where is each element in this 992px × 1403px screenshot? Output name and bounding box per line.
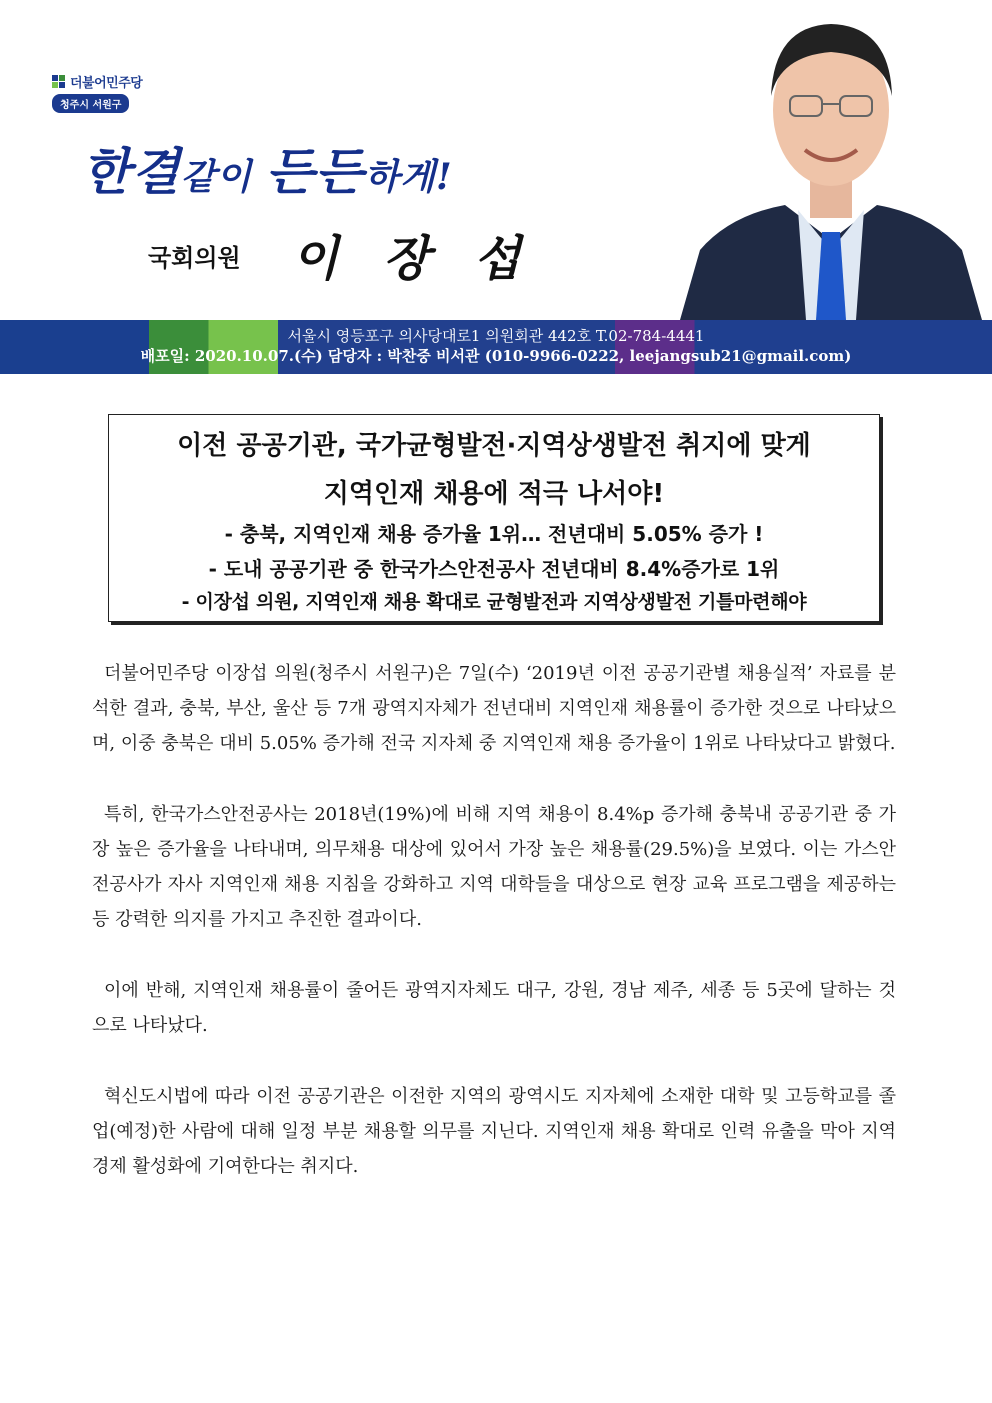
paragraph-2: 특히, 한국가스안전공사는 2018년(19%)에 비해 지역 채용이 8.4%p 증가해 충북내 공공기관 중 가장 높은 증가율을 나타내며, 의무채용 대상에 있어서 가장 높은 채용률(29.5%)을 보였다. 이는 가스안전공사가 자사 지역인재 채용 지침을 강화하고 지역 대학들을 대상으로 현장 교육 프로그램을 제공하는 등 강력한 의지를 가지고 추진한 결과이다. [92, 804, 896, 930]
release-info: 배포일: 2020.10.07.(수) 담당자 : 박찬중 비서관 (010-9966-0222, leejangsub21@gmail.com) [140, 347, 852, 365]
party-name: 더불어민주당 [70, 76, 143, 91]
paragraph-1: 더불어민주당 이장섭 의원(청주시 서원구)은 7일(수) ‘2019년 이전 공공기관별 채용실적’ 자료를 분석한 결과, 충북, 부산, 울산 등 7개 광역지자체가 전년대비 지역인재 채용률이 증가한 것으로 나타났으며, 이중 충북은 대비 5.05% 증가해 전국 지자체 중 지역인재 채용 증가율이 1위로 나타났다고 밝혔다. [92, 663, 896, 754]
member-role: 국회의원 [148, 244, 241, 272]
member-name-signature: 이 장 섭 [292, 231, 535, 287]
party-mark-icon [52, 75, 66, 89]
party-logo [52, 72, 142, 113]
paragraph-3: 이에 반해, 지역인재 채용률이 줄어든 광역지자체도 대구, 강원, 경남 제주, 세종 등 5곳에 달하는 것으로 나타났다. [92, 980, 896, 1036]
headline-subtitle-1: - 충북, 지역인재 채용 증가율 1위… 전년대비 5.05% 증가 ! [224, 522, 764, 546]
headline-box [108, 414, 880, 622]
headline-title-line-1: 이전 공공기관, 국가균형발전·지역상생발전 취지에 맞게 [177, 431, 811, 461]
slogan-part-3: 든든 [265, 142, 365, 201]
paragraph-4: 혁신도시법에 따라 이전 공공기관은 이전한 지역의 광역시도 지자체에 소재한 대학 및 고등학교를 졸업(예정)한 사람에 대해 일정 부분 채용할 의무를 지닌다. 지역인재 채용 확대로 인력 유출을 막아 지역경제 활성화에 기여한다는 취지다. [92, 1086, 896, 1177]
headline-subtitle-3: - 이장섭 의원, 지역인재 채용 확대로 균형발전과 지역상생발전 기틀마련해야 [181, 591, 807, 613]
slogan-part-1: 한결 [82, 142, 181, 201]
press-release-body [92, 656, 896, 1220]
member-portrait [670, 0, 992, 320]
slogan [82, 132, 453, 204]
headline-subtitle-2: - 도내 공공기관 중 한국가스안전공사 전년대비 8.4%증가로 1위 [208, 557, 780, 581]
letterhead [0, 0, 992, 320]
party-district: 청주시 서원구 [52, 94, 129, 113]
slogan-part-4: 하게! [364, 156, 453, 198]
slogan-part-2: 같이 [180, 156, 266, 198]
office-address: 서울시 영등포구 의사당대로1 의원회관 442호 T.02-784-4441 [287, 327, 705, 345]
headline-title-line-2: 지역인재 채용에 적극 나서야! [323, 479, 665, 509]
